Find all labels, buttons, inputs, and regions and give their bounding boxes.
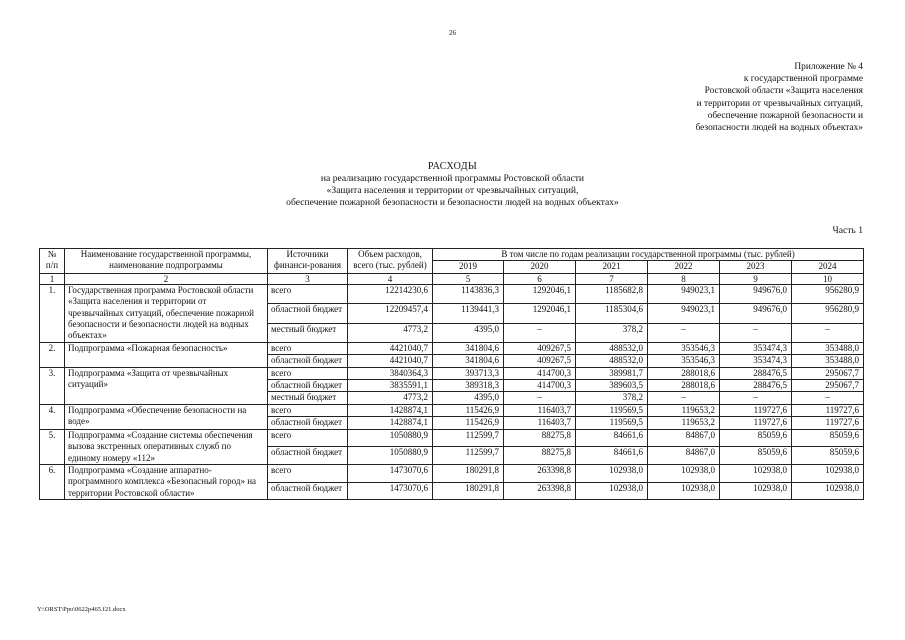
column-index: 6 [504,273,576,284]
funding-source: всего [268,464,348,482]
header-source: Источники финанси-рования [268,249,348,274]
year-amount: 1185682,8 [576,284,648,303]
year-amount: 1143836,3 [433,284,504,303]
year-amount: – [648,392,720,404]
year-amount: 414700,3 [504,367,576,379]
page-number: 26 [449,29,456,37]
funding-source: местный бюджет [268,392,348,404]
year-amount: 263398,8 [504,464,576,482]
year-amount: 353488,0 [792,355,864,367]
total-amount: 1473070,6 [348,482,433,500]
year-amount: 1292046,1 [504,304,576,323]
funding-source: областной бюджет [268,417,348,429]
year-amount: 119727,6 [720,417,792,429]
appendix-line: обеспечение пожарной безопасности и [707,110,863,121]
year-amount: 102938,0 [720,482,792,500]
year-amount: 115426,9 [433,417,504,429]
appendix-line: Приложение № 4 [794,62,863,72]
column-index: 3 [268,273,348,284]
total-amount: 1473070,6 [348,464,433,482]
program-name: Подпрограмма «Защита от чрезвычайных ситуаций» [65,367,268,404]
year-amount: 102938,0 [576,464,648,482]
expenses-table [39,248,864,500]
document-title [0,161,905,209]
appendix-line: Ростовской области «Защита населения [704,86,863,97]
column-index: 8 [648,273,720,284]
year-amount: 295067,7 [792,367,864,379]
year-amount: 119569,5 [576,404,648,416]
year-amount: – [504,323,576,342]
funding-source: областной бюджет [268,304,348,323]
year-amount: 409267,5 [504,342,576,354]
row-number: 5. [40,429,65,464]
title-line: «Защита населения и территории от чрезвычайных ситуаций, [326,185,579,196]
appendix-line: безопасности людей на водных объектах» [695,123,863,134]
program-name: Подпрограмма «Создание системы обеспечения вызова экстренных оперативных служб по единому номеру «112» [65,429,268,464]
total-amount: 1050880,9 [348,447,433,465]
table-body [40,273,864,499]
year-amount: 378,2 [576,323,648,342]
year-amount: 341804,6 [433,355,504,367]
header-years-group: В том числе по годам реализации государственной программы (тыс. рублей) [433,249,864,261]
year-amount: 389318,3 [433,380,504,392]
part-label: Часть 1 [832,225,863,236]
year-amount: 956280,9 [792,284,864,303]
year-amount: 119653,2 [648,404,720,416]
title-line: на реализацию государственной программы Ростовской области [320,173,585,184]
year-amount: 1185304,6 [576,304,648,323]
year-amount: 409267,5 [504,355,576,367]
year-amount: 378,2 [576,392,648,404]
year-amount: 112599,7 [433,447,504,465]
total-amount: 1428874,1 [348,417,433,429]
title-line: обеспечение пожарной безопасности и безопасности людей на водных объектах» [286,197,619,208]
column-index: 2 [65,273,268,284]
year-amount: 389981,7 [576,367,648,379]
year-amount: 85059,6 [720,429,792,447]
year-amount: 4395,0 [433,323,504,342]
year-amount: 180291,8 [433,482,504,500]
header-year: 2024 [792,261,864,273]
header-year: 2021 [576,261,648,273]
year-amount: 85059,6 [792,447,864,465]
year-amount: 353474,3 [720,342,792,354]
header-volume: Объем расходов, всего (тыс. рублей) [348,249,433,274]
year-amount: 88275,8 [504,447,576,465]
appendix-line: и территории от чрезвычайных ситуаций, [696,98,863,109]
year-amount: 288018,6 [648,367,720,379]
year-amount: 488532,0 [576,342,648,354]
year-amount: 84661,6 [576,447,648,465]
total-amount: 12209457,4 [348,304,433,323]
year-amount: 1292046,1 [504,284,576,303]
column-index-row [40,273,864,284]
year-amount: 353546,3 [648,342,720,354]
year-amount: 102938,0 [648,464,720,482]
table-row [40,464,864,482]
year-amount: 102938,0 [792,482,864,500]
year-amount: 488532,0 [576,355,648,367]
column-index: 4 [348,273,433,284]
year-amount: 102938,0 [792,464,864,482]
program-name: Подпрограмма «Пожарная безопасность» [65,342,268,367]
funding-source: местный бюджет [268,323,348,342]
year-amount: 956280,9 [792,304,864,323]
column-index: 10 [792,273,864,284]
year-amount: 119727,6 [720,404,792,416]
funding-source: областной бюджет [268,482,348,500]
year-amount: 341804,6 [433,342,504,354]
year-amount: 353546,3 [648,355,720,367]
table-row [40,284,864,303]
header-year: 2022 [648,261,720,273]
header-name: Наименование государственной программы, наименование подпрограммы [65,249,268,274]
year-amount: – [648,323,720,342]
table-row [40,342,864,354]
file-path-footer: Y:\ORST\Ppo\0622p465.f21.docx [37,606,126,613]
funding-source: всего [268,404,348,416]
year-amount: 263398,8 [504,482,576,500]
funding-source: всего [268,367,348,379]
funding-source: областной бюджет [268,355,348,367]
appendix-header [603,61,863,134]
year-amount: – [504,392,576,404]
total-amount: 4773,2 [348,323,433,342]
year-amount: 116403,7 [504,417,576,429]
row-number: 1. [40,284,65,342]
column-index: 7 [576,273,648,284]
year-amount: 85059,6 [792,429,864,447]
title-heading: РАСХОДЫ [427,161,478,172]
year-amount: 119727,6 [792,417,864,429]
year-amount: 389603,5 [576,380,648,392]
total-amount: 4421040,7 [348,355,433,367]
year-amount: 4395,0 [433,392,504,404]
year-amount: 353474,3 [720,355,792,367]
year-amount: 1139441,3 [433,304,504,323]
year-amount: 949023,1 [648,284,720,303]
year-amount: – [792,323,864,342]
year-amount: 88275,8 [504,429,576,447]
year-amount: 84867,0 [648,429,720,447]
year-amount: 119727,6 [792,404,864,416]
row-number: 4. [40,404,65,429]
header-year: 2020 [504,261,576,273]
year-amount: – [720,323,792,342]
total-amount: 1428874,1 [348,404,433,416]
year-amount: 102938,0 [576,482,648,500]
appendix-line: к государственной программе [743,74,863,85]
funding-source: всего [268,429,348,447]
year-amount: 102938,0 [648,482,720,500]
funding-source: всего [268,284,348,303]
row-number: 6. [40,464,65,499]
year-amount: 84867,0 [648,447,720,465]
year-amount: 353488,0 [792,342,864,354]
total-amount: 3840364,3 [348,367,433,379]
header-num: № п/п [40,249,65,274]
year-amount: – [720,392,792,404]
year-amount: 288476,5 [720,367,792,379]
year-amount: 295067,7 [792,380,864,392]
program-name: Государственная программа Ростовской области «Защита населения и территории от чрезвычайных ситуаций, обеспечение пожарной безопасности и безопасности людей на водных объектах» [65,284,268,342]
year-amount: 949023,1 [648,304,720,323]
funding-source: областной бюджет [268,447,348,465]
funding-source: областной бюджет [268,380,348,392]
program-name: Подпрограмма «Обеспечение безопасности на воде» [65,404,268,429]
year-amount: 102938,0 [720,464,792,482]
header-year: 2023 [720,261,792,273]
year-amount: 85059,6 [720,447,792,465]
year-amount: 949676,0 [720,284,792,303]
year-amount: 112599,7 [433,429,504,447]
table-row [40,404,864,416]
year-amount: 288018,6 [648,380,720,392]
total-amount: 3835591,1 [348,380,433,392]
year-amount: 414700,3 [504,380,576,392]
year-amount: – [792,392,864,404]
year-amount: 84661,6 [576,429,648,447]
year-amount: 119653,2 [648,417,720,429]
row-number: 2. [40,342,65,367]
column-index: 9 [720,273,792,284]
funding-source: всего [268,342,348,354]
total-amount: 12214230,6 [348,284,433,303]
program-name: Подпрограмма «Создание аппаратно-программного комплекса «Безопасный город» на территории Ростовской области» [65,464,268,499]
column-index: 5 [433,273,504,284]
year-amount: 180291,8 [433,464,504,482]
row-number: 3. [40,367,65,404]
table-row [40,367,864,379]
header-year: 2019 [433,261,504,273]
column-index: 1 [40,273,65,284]
year-amount: 116403,7 [504,404,576,416]
table-row [40,429,864,447]
total-amount: 4773,2 [348,392,433,404]
year-amount: 288476,5 [720,380,792,392]
year-amount: 393713,3 [433,367,504,379]
year-amount: 115426,9 [433,404,504,416]
total-amount: 4421040,7 [348,342,433,354]
year-amount: 949676,0 [720,304,792,323]
total-amount: 1050880,9 [348,429,433,447]
year-amount: 119569,5 [576,417,648,429]
